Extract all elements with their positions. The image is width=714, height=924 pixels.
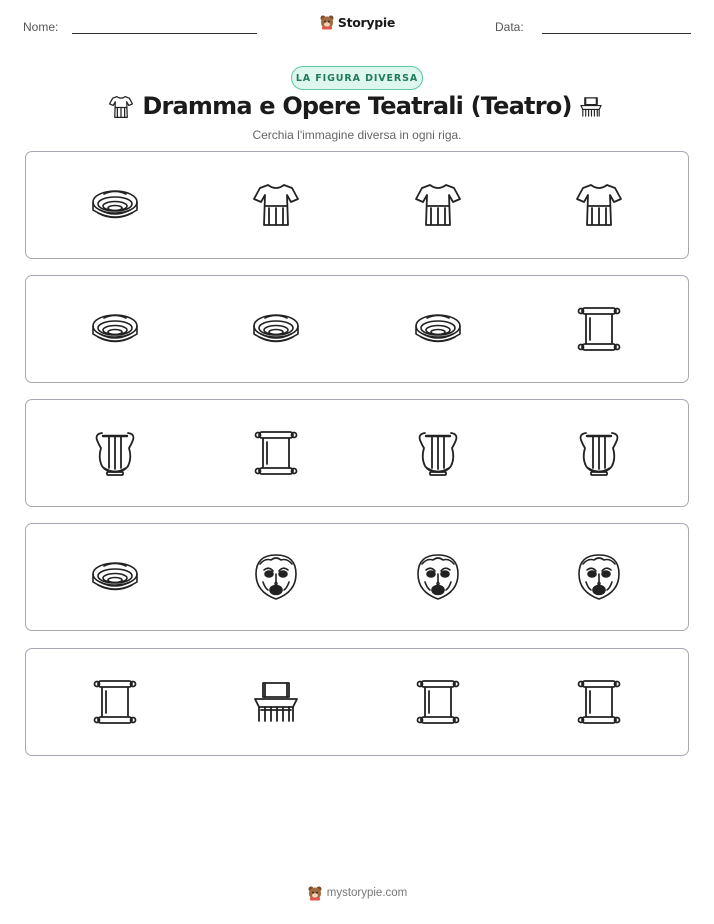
tragedy-mask-icon[interactable] xyxy=(408,547,468,607)
footer xyxy=(0,885,714,901)
lyre-icon[interactable] xyxy=(408,423,468,483)
name-label: Nome: xyxy=(23,20,59,34)
stage-icon xyxy=(577,95,605,124)
bear-logo-icon xyxy=(307,885,323,901)
scroll-icon[interactable] xyxy=(85,672,145,732)
picture-row xyxy=(25,275,689,383)
amphitheater-icon[interactable] xyxy=(85,547,145,607)
tunic-icon[interactable] xyxy=(569,175,629,235)
tunic-icon[interactable] xyxy=(408,175,468,235)
picture-row xyxy=(25,399,689,507)
instructions: Cerchia l'immagine diversa in ogni riga. xyxy=(252,128,462,142)
amphitheater-icon[interactable] xyxy=(246,299,306,359)
activity-badge: LA FIGURA DIVERSA xyxy=(291,66,423,90)
scroll-icon[interactable] xyxy=(569,299,629,359)
amphitheater-icon[interactable] xyxy=(85,175,145,235)
lyre-icon[interactable] xyxy=(85,423,145,483)
amphitheater-icon[interactable] xyxy=(85,299,145,359)
page-title: Dramma e Opere Teatrali (Teatro) xyxy=(142,92,572,120)
scroll-icon[interactable] xyxy=(408,672,468,732)
picture-row xyxy=(25,151,689,259)
name-line[interactable] xyxy=(72,33,257,34)
date-line[interactable] xyxy=(542,33,691,34)
amphitheater-icon[interactable] xyxy=(408,299,468,359)
picture-row xyxy=(25,523,689,631)
footer-url: mystorypie.com xyxy=(326,887,408,899)
lyre-icon[interactable] xyxy=(569,423,629,483)
brand-name: Storypie xyxy=(337,14,396,30)
stage-icon[interactable] xyxy=(246,672,306,732)
tunic-icon[interactable] xyxy=(246,175,306,235)
picture-row xyxy=(25,648,689,756)
brand-logo xyxy=(0,14,714,30)
date-label: Data: xyxy=(495,20,524,34)
tragedy-mask-icon[interactable] xyxy=(246,547,306,607)
scroll-icon[interactable] xyxy=(246,423,306,483)
bear-logo-icon xyxy=(319,14,335,30)
tragedy-mask-icon[interactable] xyxy=(569,547,629,607)
scroll-icon[interactable] xyxy=(569,672,629,732)
